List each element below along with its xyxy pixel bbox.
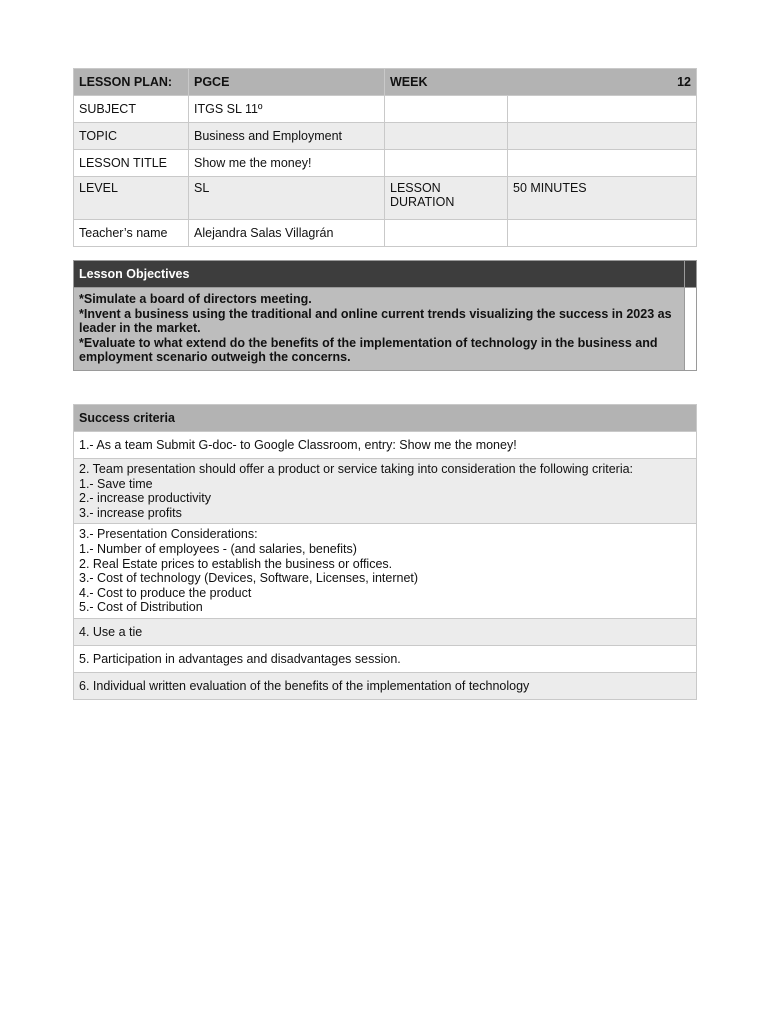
lesson-duration-label: LESSON DURATION <box>385 177 508 220</box>
teacher-row <box>74 220 697 247</box>
week-number: 12 <box>677 75 691 89</box>
level-label: LEVEL <box>74 177 189 220</box>
criteria-row <box>74 524 697 619</box>
subject-label: SUBJECT <box>74 96 189 123</box>
level-row <box>74 177 697 220</box>
subject-value: ITGS SL 11º <box>189 96 385 123</box>
topic-value: Business and Employment <box>189 123 385 150</box>
success-criteria-table <box>73 404 697 700</box>
criteria-line: 4.- Cost to produce the product <box>79 585 252 600</box>
empty-cell <box>508 220 697 247</box>
lesson-duration-value: 50 MINUTES <box>508 177 697 220</box>
criteria-item <box>74 459 697 524</box>
empty-cell <box>508 123 697 150</box>
objectives-header-spacer <box>685 261 697 288</box>
objectives-header-row <box>74 261 697 288</box>
criteria-item <box>74 524 697 619</box>
criteria-heading: Success criteria <box>74 405 697 432</box>
empty-cell <box>385 150 508 177</box>
criteria-item: 5. Participation in advantages and disadvantages session. <box>74 645 697 672</box>
criteria-line: 2. Real Estate prices to establish the business or offices. <box>79 556 393 571</box>
empty-cell <box>508 150 697 177</box>
criteria-row <box>74 618 697 645</box>
lesson-title-row <box>74 150 697 177</box>
objectives-heading: Lesson Objectives <box>74 261 685 288</box>
lesson-plan-header-row <box>74 69 697 96</box>
lesson-title-value: Show me the money! <box>189 150 385 177</box>
criteria-header-row <box>74 405 697 432</box>
criteria-line: 3.- increase profits <box>79 505 182 520</box>
lesson-objectives-table <box>73 260 697 371</box>
lesson-plan-value: PGCE <box>189 69 385 96</box>
criteria-row <box>74 645 697 672</box>
empty-cell <box>508 96 697 123</box>
empty-cell <box>385 96 508 123</box>
subject-row <box>74 96 697 123</box>
empty-cell <box>385 123 508 150</box>
week-label: WEEK <box>390 75 428 89</box>
criteria-line: 1.- Save time <box>79 476 153 491</box>
level-value: SL <box>189 177 385 220</box>
lesson-plan-label: LESSON PLAN: <box>74 69 189 96</box>
week-cell <box>385 69 697 96</box>
criteria-line: 3.- Cost of technology (Devices, Software, Licenses, internet) <box>79 571 419 586</box>
criteria-row <box>74 672 697 699</box>
criteria-line: 2.- increase productivity <box>79 491 212 506</box>
criteria-item: 1.- As a team Submit G-doc- to Google Classroom, entry: Show me the money! <box>74 432 697 459</box>
lesson-title-label: LESSON TITLE <box>74 150 189 177</box>
criteria-line: 3.- Presentation Considerations: <box>79 527 258 542</box>
objectives-body-row <box>74 288 697 371</box>
criteria-line: 5.- Cost of Distribution <box>79 600 203 615</box>
objectives-body <box>74 288 685 371</box>
objective-line: *Simulate a board of directors meeting. <box>79 292 312 306</box>
teacher-value: Alejandra Salas Villagrán <box>189 220 385 247</box>
objectives-body-spacer <box>685 288 697 371</box>
criteria-row <box>74 432 697 459</box>
criteria-line: 1.- Number of employees - (and salaries, benefits) <box>79 541 357 556</box>
topic-label: TOPIC <box>74 123 189 150</box>
objective-line: *Evaluate to what extend do the benefits of the implementation of technology in the business and employment scenario outweigh the concerns. <box>79 335 658 364</box>
criteria-line: 2. Team presentation should offer a product or service taking into consideration the following criteria: <box>79 462 634 476</box>
criteria-item: 4. Use a tie <box>74 618 697 645</box>
criteria-item: 6. Individual written evaluation of the benefits of the implementation of technology <box>74 672 697 699</box>
topic-row <box>74 123 697 150</box>
lesson-plan-table <box>73 68 697 247</box>
objective-line: *Invent a business using the traditional and online current trends visualizing the success in 2023 as leader in the market. <box>79 306 672 335</box>
teacher-label: Teacher’s name <box>74 220 189 247</box>
criteria-row <box>74 459 697 524</box>
empty-cell <box>385 220 508 247</box>
